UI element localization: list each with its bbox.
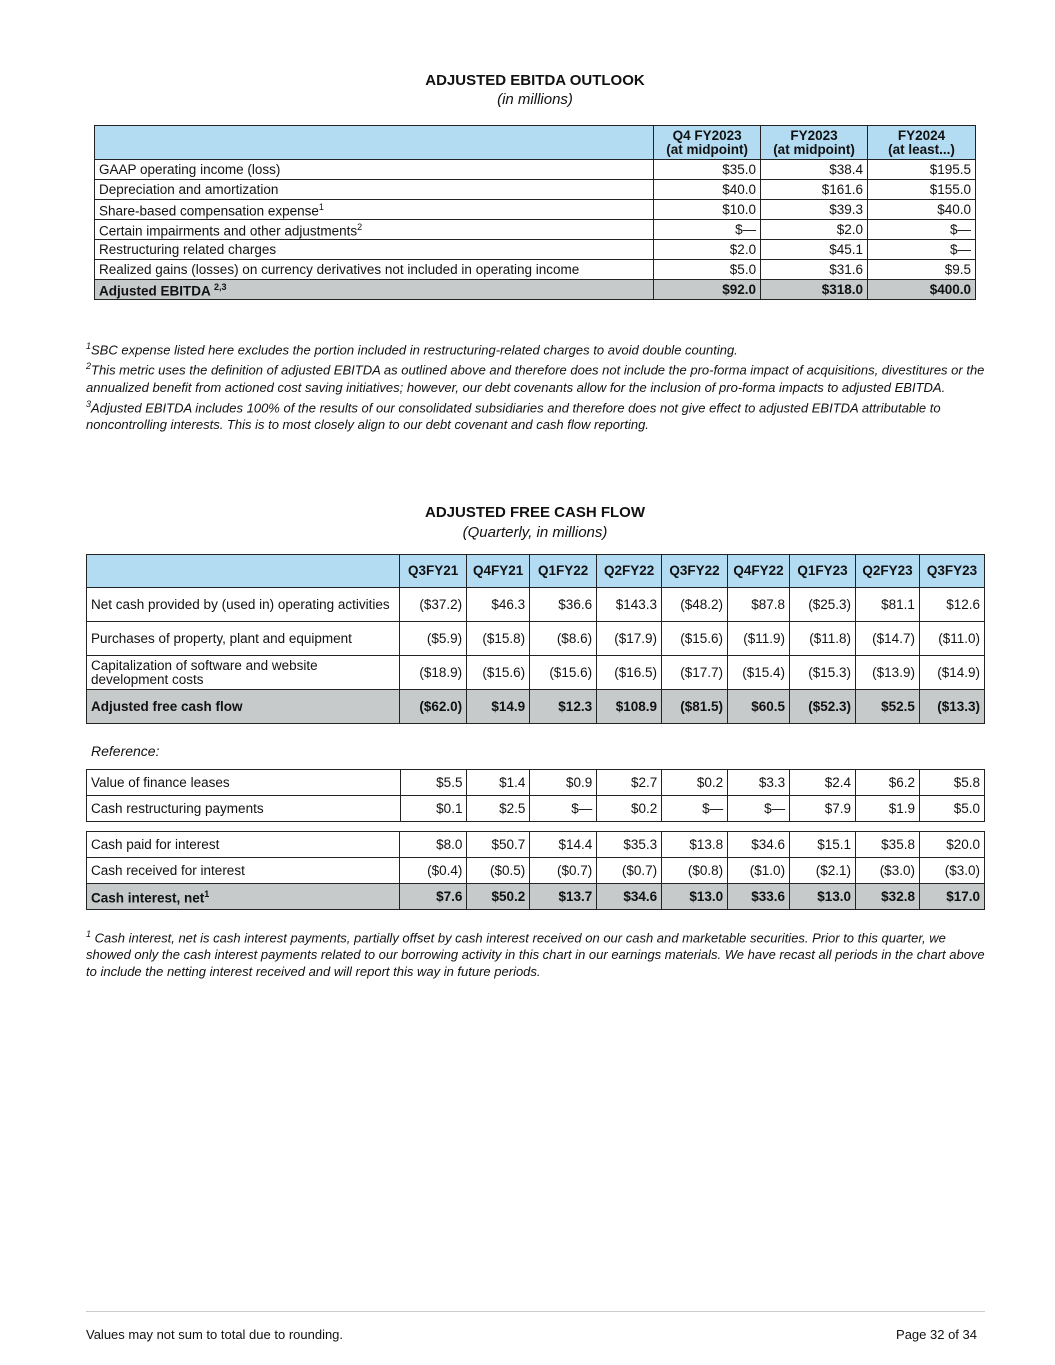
value-cell: ($11.9) bbox=[728, 622, 790, 656]
value-cell: $35.3 bbox=[597, 832, 662, 858]
table-row bbox=[87, 588, 985, 622]
value-cell: ($17.9) bbox=[597, 622, 662, 656]
value-cell: $143.3 bbox=[597, 588, 662, 622]
row-label-text: GAAP operating income (loss) bbox=[99, 161, 281, 177]
fcf-title: ADJUSTED FREE CASH FLOW bbox=[424, 504, 645, 521]
value-cell: ($15.3) bbox=[790, 656, 856, 690]
value-cell: ($3.0) bbox=[919, 858, 984, 884]
value-cell: $10.0 bbox=[654, 200, 761, 220]
value-cell: $35.0 bbox=[654, 160, 761, 180]
value-cell: $195.5 bbox=[868, 160, 976, 180]
row-label-text: Value of finance leases bbox=[91, 774, 230, 790]
cash-interest-table bbox=[86, 831, 985, 910]
value-cell: $0.9 bbox=[530, 770, 597, 796]
value-cell: $5.8 bbox=[920, 770, 985, 796]
row-label-text: Share-based compensation expense bbox=[99, 203, 319, 219]
value-cell: $2.0 bbox=[654, 240, 761, 260]
value-cell: $— bbox=[654, 220, 761, 240]
row-label bbox=[87, 690, 400, 724]
value-cell: $20.0 bbox=[919, 832, 984, 858]
row-label bbox=[95, 200, 654, 220]
table-row bbox=[95, 180, 976, 200]
row-label-text: Cash received for interest bbox=[91, 862, 245, 878]
value-cell: ($0.7) bbox=[597, 858, 662, 884]
value-cell: $31.6 bbox=[761, 260, 868, 280]
value-cell: $40.0 bbox=[654, 180, 761, 200]
table-row bbox=[95, 160, 976, 180]
value-cell: $108.9 bbox=[597, 690, 662, 724]
value-cell: $318.0 bbox=[761, 280, 868, 300]
header-row bbox=[87, 555, 985, 588]
row-label bbox=[87, 884, 400, 910]
value-cell: ($16.5) bbox=[597, 656, 662, 690]
value-cell: $8.0 bbox=[400, 832, 467, 858]
row-label bbox=[87, 622, 400, 656]
value-cell: $50.2 bbox=[467, 884, 530, 910]
value-cell: $6.2 bbox=[856, 770, 920, 796]
row-label bbox=[95, 260, 654, 280]
value-cell: $— bbox=[868, 240, 976, 260]
column-header-line: (at midpoint) bbox=[773, 141, 855, 157]
value-cell: $17.0 bbox=[919, 884, 984, 910]
row-label bbox=[87, 588, 400, 622]
row-label bbox=[95, 180, 654, 200]
table-row bbox=[95, 240, 976, 260]
value-cell: ($52.3) bbox=[790, 690, 856, 724]
value-cell: $13.0 bbox=[662, 884, 728, 910]
value-cell: ($48.2) bbox=[662, 588, 728, 622]
value-cell: $13.0 bbox=[790, 884, 856, 910]
free-cash-flow-table bbox=[86, 554, 985, 724]
value-cell: $— bbox=[728, 796, 790, 822]
row-label-text: Net cash provided by (used in) operating activities bbox=[91, 596, 390, 612]
reference-label: Reference: bbox=[91, 743, 160, 759]
value-cell: $155.0 bbox=[868, 180, 976, 200]
header-blank bbox=[87, 555, 400, 588]
header-blank bbox=[95, 126, 654, 160]
value-cell: $87.8 bbox=[728, 588, 790, 622]
row-label-text: Depreciation and amortization bbox=[99, 181, 279, 197]
value-cell: $9.5 bbox=[868, 260, 976, 280]
value-cell: ($25.3) bbox=[790, 588, 856, 622]
ebitda-outlook-table bbox=[94, 125, 976, 300]
value-cell: $2.0 bbox=[761, 220, 868, 240]
value-cell: $1.4 bbox=[467, 770, 530, 796]
value-cell: $60.5 bbox=[728, 690, 790, 724]
value-cell: $400.0 bbox=[868, 280, 976, 300]
column-header: Q3FY22 bbox=[662, 555, 728, 588]
value-cell: $0.2 bbox=[597, 796, 662, 822]
value-cell: $0.2 bbox=[662, 770, 728, 796]
fcf-footnote: $^1$ Cash interest, net is cash interest payments, partially offset by cash interest received on our cash and marketable securities. Prior to this quarter, we showed only the cash interest payments related to our borrowing activity in this chart in our earnings materials. We have recast all periods in the chart above to include the netting interest received and will report this way in future periods. bbox=[86, 929, 985, 980]
column-header: Q2FY23 bbox=[855, 555, 919, 588]
row-label bbox=[95, 220, 654, 240]
page-number: Page 32 of 34 bbox=[896, 1327, 977, 1342]
value-cell: $14.9 bbox=[467, 690, 530, 724]
value-cell: $45.1 bbox=[761, 240, 868, 260]
value-cell: $2.5 bbox=[467, 796, 530, 822]
value-cell: $5.5 bbox=[400, 770, 467, 796]
value-cell: $161.6 bbox=[761, 180, 868, 200]
column-header: Q1FY22 bbox=[530, 555, 597, 588]
row-label-text: Purchases of property, plant and equipment bbox=[91, 630, 352, 646]
table-row bbox=[87, 622, 985, 656]
column-header-line: Q4 FY2023 bbox=[672, 127, 742, 143]
value-cell: ($5.9) bbox=[400, 622, 467, 656]
value-cell: ($1.0) bbox=[728, 858, 790, 884]
value-cell: ($13.9) bbox=[855, 656, 919, 690]
value-cell: $50.7 bbox=[467, 832, 530, 858]
value-cell: $34.6 bbox=[597, 884, 662, 910]
row-label bbox=[87, 656, 400, 690]
value-cell: $36.6 bbox=[530, 588, 597, 622]
value-cell: $34.6 bbox=[728, 832, 790, 858]
value-cell: $13.8 bbox=[662, 832, 728, 858]
ebitda-subtitle: (in millions) bbox=[497, 91, 573, 108]
value-cell: $— bbox=[530, 796, 597, 822]
column-header-line: (at least...) bbox=[888, 141, 955, 157]
row-label bbox=[87, 858, 400, 884]
value-cell: ($0.7) bbox=[530, 858, 597, 884]
value-cell: $46.3 bbox=[467, 588, 530, 622]
value-cell: ($3.0) bbox=[856, 858, 920, 884]
value-cell: ($15.6) bbox=[530, 656, 597, 690]
reference-table bbox=[86, 769, 985, 822]
column-header: Q3FY23 bbox=[919, 555, 984, 588]
column-header bbox=[654, 126, 761, 160]
value-cell: ($15.6) bbox=[662, 622, 728, 656]
value-cell: ($37.2) bbox=[400, 588, 467, 622]
footer-divider bbox=[86, 1311, 985, 1312]
column-header: Q2FY22 bbox=[597, 555, 662, 588]
value-cell: ($17.7) bbox=[662, 656, 728, 690]
row-label bbox=[87, 770, 401, 796]
table-row bbox=[87, 656, 985, 690]
value-cell: $2.4 bbox=[790, 770, 856, 796]
value-cell: ($62.0) bbox=[400, 690, 467, 724]
value-cell: $7.9 bbox=[790, 796, 856, 822]
value-cell: $5.0 bbox=[654, 260, 761, 280]
header-row bbox=[95, 126, 976, 160]
value-cell: $— bbox=[868, 220, 976, 240]
total-row bbox=[87, 690, 985, 724]
column-header: Q3FY21 bbox=[400, 555, 467, 588]
row-label bbox=[87, 832, 400, 858]
value-cell: $13.7 bbox=[530, 884, 597, 910]
value-cell: $12.3 bbox=[530, 690, 597, 724]
value-cell: ($0.5) bbox=[467, 858, 530, 884]
value-cell: $81.1 bbox=[855, 588, 919, 622]
footnote-marker: 2,3 bbox=[214, 282, 227, 293]
column-header-line: FY2024 bbox=[897, 127, 946, 143]
table-row bbox=[95, 220, 976, 240]
value-cell: $7.6 bbox=[400, 884, 467, 910]
value-cell: ($15.4) bbox=[728, 656, 790, 690]
row-label-text: Certain impairments and other adjustments bbox=[99, 223, 358, 239]
total-row bbox=[87, 884, 985, 910]
column-header-line: (at midpoint) bbox=[666, 141, 748, 157]
row-label bbox=[95, 160, 654, 180]
table-row bbox=[87, 770, 985, 796]
value-cell: $92.0 bbox=[654, 280, 761, 300]
ebitda-footnotes bbox=[86, 338, 988, 433]
value-cell: ($2.1) bbox=[790, 858, 856, 884]
value-cell: ($15.8) bbox=[467, 622, 530, 656]
column-header: Q4FY22 bbox=[728, 555, 790, 588]
row-label bbox=[87, 796, 401, 822]
table-row bbox=[87, 832, 985, 858]
value-cell: $15.1 bbox=[790, 832, 856, 858]
value-cell: ($15.6) bbox=[467, 656, 530, 690]
value-cell: ($8.6) bbox=[530, 622, 597, 656]
footnote-marker: 2 bbox=[357, 222, 363, 233]
value-cell: $32.8 bbox=[856, 884, 920, 910]
row-label-text: Restructuring related charges bbox=[99, 241, 277, 257]
value-cell: $40.0 bbox=[868, 200, 976, 220]
column-header bbox=[868, 126, 976, 160]
column-header: Q1FY23 bbox=[790, 555, 856, 588]
table-row bbox=[95, 260, 976, 280]
value-cell: $1.9 bbox=[856, 796, 920, 822]
footnote-2: $^2$This metric uses the definition of adjusted EBITDA as outlined above and therefore does not include the pro-forma impact of acquisitions, divestitures or the annualized benefit from actioned cost saving initiatives; however, our debt covenants allow for the inclusion of pro-forma impacts to adjusted EBITDA. bbox=[86, 361, 985, 395]
value-cell: $12.6 bbox=[919, 588, 984, 622]
row-label bbox=[95, 240, 654, 260]
total-row bbox=[95, 280, 976, 300]
value-cell: ($18.9) bbox=[400, 656, 467, 690]
row-label-text: Cash paid for interest bbox=[91, 836, 220, 852]
value-cell: $— bbox=[662, 796, 728, 822]
row-label-text: Adjusted EBITDA bbox=[99, 283, 215, 299]
footnote-marker: 1 bbox=[204, 889, 210, 900]
table-row bbox=[87, 796, 985, 822]
value-cell: $52.5 bbox=[855, 690, 919, 724]
fcf-subtitle: (Quarterly, in millions) bbox=[462, 524, 608, 541]
row-label bbox=[95, 280, 654, 300]
value-cell: $0.1 bbox=[400, 796, 467, 822]
row-label-text: Cash interest, net bbox=[91, 890, 205, 906]
value-cell: $2.7 bbox=[597, 770, 662, 796]
value-cell: ($11.8) bbox=[790, 622, 856, 656]
value-cell: $38.4 bbox=[761, 160, 868, 180]
value-cell: $35.8 bbox=[856, 832, 920, 858]
column-header bbox=[761, 126, 868, 160]
value-cell: ($81.5) bbox=[662, 690, 728, 724]
value-cell: $33.6 bbox=[728, 884, 790, 910]
footer-note: Values may not sum to total due to rounding. bbox=[86, 1327, 344, 1342]
table-row bbox=[87, 858, 985, 884]
value-cell: $39.3 bbox=[761, 200, 868, 220]
row-label-text: Realized gains (losses) on currency derivatives not included in operating income bbox=[99, 261, 580, 277]
ebitda-title: ADJUSTED EBITDA OUTLOOK bbox=[425, 72, 645, 89]
row-label-text: Cash restructuring payments bbox=[91, 800, 264, 816]
table-row bbox=[95, 200, 976, 220]
row-label-text: Adjusted free cash flow bbox=[91, 698, 243, 714]
value-cell: $3.3 bbox=[728, 770, 790, 796]
value-cell: ($13.3) bbox=[919, 690, 984, 724]
column-header: Q4FY21 bbox=[467, 555, 530, 588]
footnote-1: $^1$SBC expense listed here excludes the portion included in restructuring-related charges to avoid double counting. bbox=[86, 341, 738, 358]
footnote-marker: 1 bbox=[318, 202, 324, 213]
value-cell: ($0.8) bbox=[662, 858, 728, 884]
value-cell: $14.4 bbox=[530, 832, 597, 858]
value-cell: ($11.0) bbox=[919, 622, 984, 656]
row-label-text: Capitalization of software and website development costs bbox=[91, 657, 318, 687]
footnote-3: $^3$Adjusted EBITDA includes 100% of the results of our consolidated subsidiaries and therefore does not give effect to adjusted EBITDA attributable to noncontrolling interests. This is to most closely align to our debt covenant and cash flow reporting. bbox=[86, 398, 941, 432]
value-cell: $5.0 bbox=[920, 796, 985, 822]
value-cell: ($14.7) bbox=[855, 622, 919, 656]
value-cell: ($0.4) bbox=[400, 858, 467, 884]
value-cell: ($14.9) bbox=[919, 656, 984, 690]
column-header-line: FY2023 bbox=[790, 127, 838, 143]
